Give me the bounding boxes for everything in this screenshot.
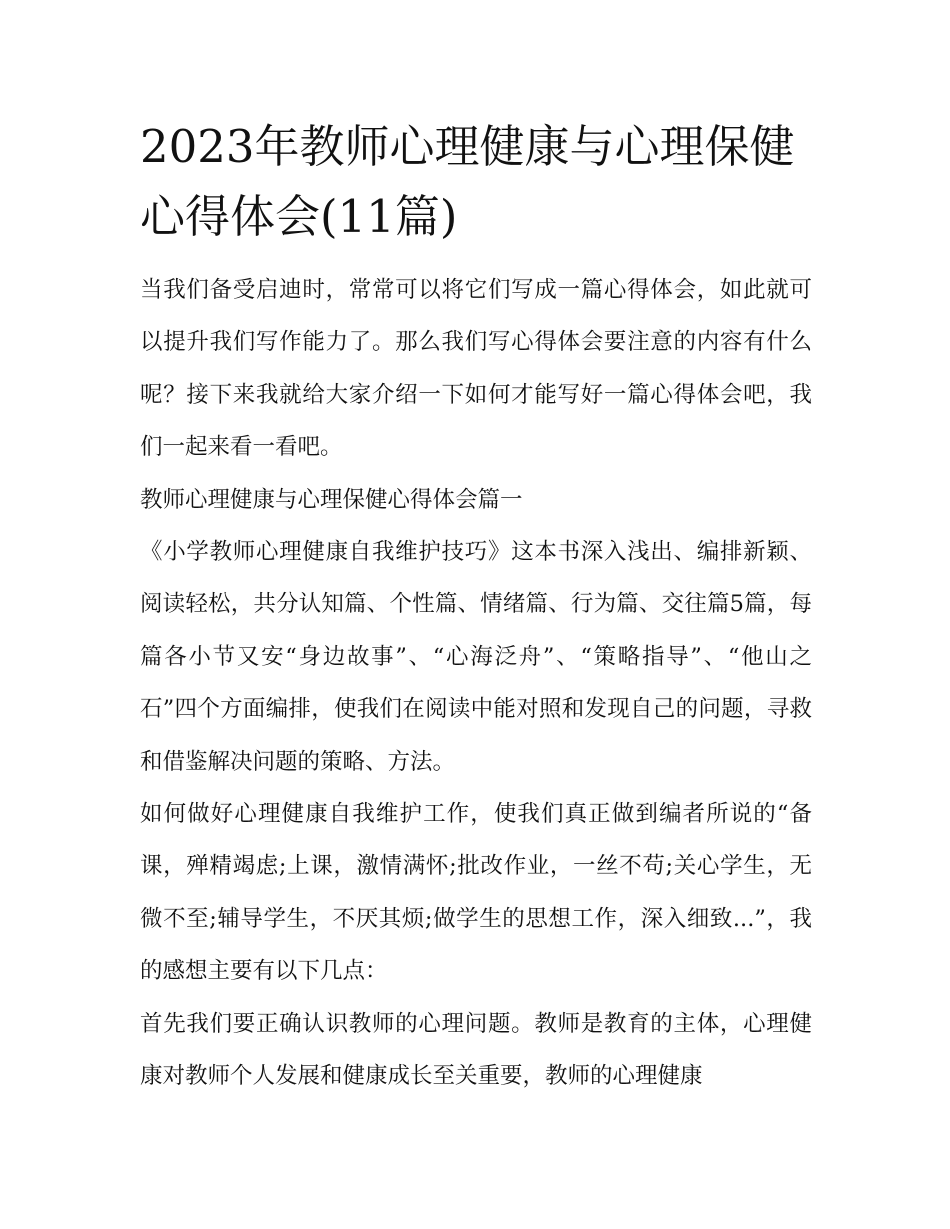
body-paragraph: 首先我们要正确认识教师的心理问题。教师是教育的主体，心理健康对教师个人发展和健康成长至关重要，教师的心理健康 [140,1010,812,1090]
section-heading: 教师心理健康与心理保健心得体会篇一 [140,486,523,513]
intro-paragraph: 当我们备受启迪时，常常可以将它们写成一篇心得体会，如此就可以提升我们写作能力了。那么我们写心得体会要注意的内容有什么呢？接下来我就给大家介绍一下如何才能写好一篇心得体会吧，我们一起来看一看吧。 [140,277,812,461]
document-title: 2023年教师心理健康与心理保健心得体会(11篇) [140,120,795,243]
document-page [140,112,812,1103]
body-paragraph: 如何做好心理健康自我维护工作，使我们真正做到编者所说的“备课，殚精竭虑;上课，激情满怀;批改作业，一丝不苟;关心学生，无微不至;辅导学生，不厌其烦;做学生的思想工作，深入细致...”，我的感想主要有以下几点： [140,801,812,985]
body-paragraph: 《小学教师心理健康自我维护技巧》这本书深入浅出、编排新颖、阅读轻松，共分认知篇、个性篇、情绪篇、行为篇、交往篇5篇，每篇各小节又安“身边故事”、“心海泛舟”、“策略指导”、“他山之石”四个方面编排，使我们在阅读中能对照和发现自己的问题，寻救和借鉴解决问题的策略、方法。 [140,539,812,775]
